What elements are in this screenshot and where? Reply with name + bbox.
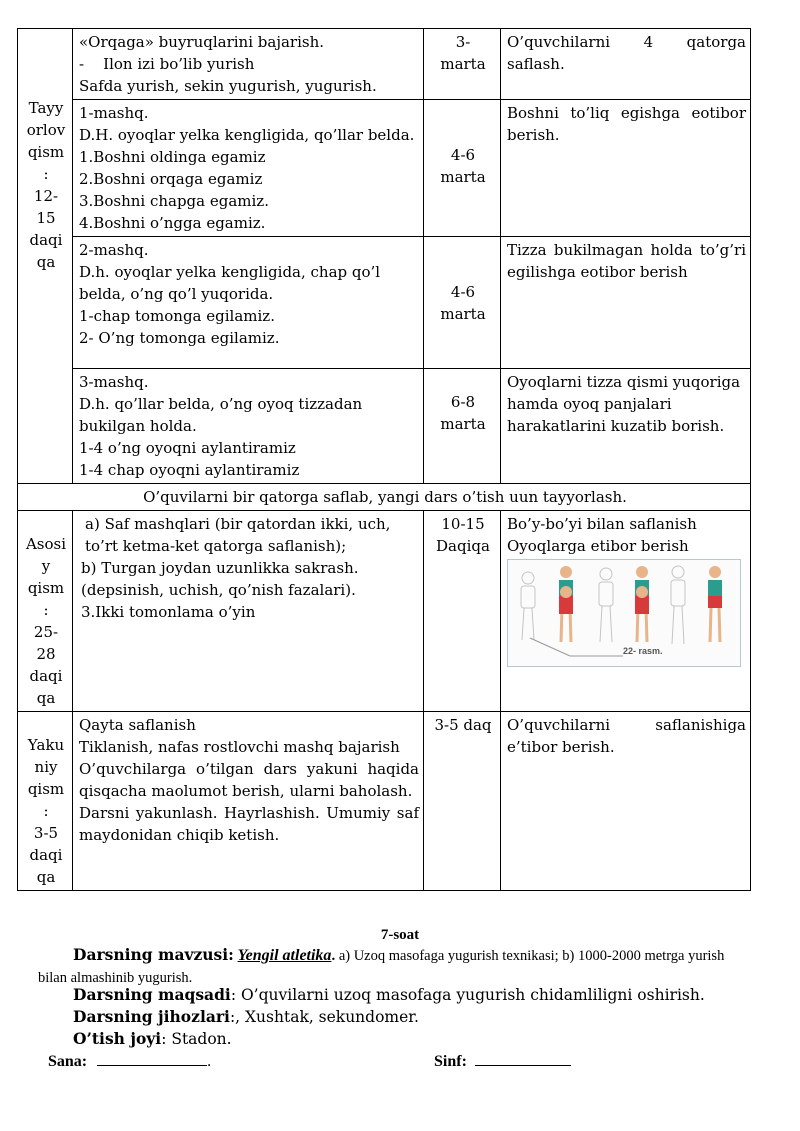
table-row (18, 369, 751, 484)
mavzu-label: Darsning mavzusi: (73, 945, 234, 964)
exercise-note: Tizza bukilmagan holda to’g’ri egilishga eotibor berish (501, 237, 751, 369)
exercise-content: 1-mashq. D.H. oyoqlar yelka kengligida, qo’llar belda. 1.Boshni oldinga egamiz 2.Boshni orqaga egamiz 3.Boshni chapga egamiz. 4.Boshni o’ngga egamiz. (73, 100, 424, 237)
table-row (18, 100, 751, 237)
exercise-dosage: 3- marta (424, 29, 501, 100)
exercise-note: O’quvchilarni saflanishiga e’tibor berish. (501, 712, 751, 891)
lesson-number: 7-soat (380, 927, 420, 943)
exercise-content: Qayta saflanish Tiklanish, nafas rostlovchi mashq bajarish O’quvchilarga o’tilgan dars yakuni haqida qisqacha maolumot berish, ularni baholash. Darsni yakunlash. Hayrlashish. Umumiy saf maydonidan chiqib ketish. (73, 712, 424, 891)
exercise-content: 3-mashq. D.h. qo’llar belda, o’ng oyoq tizzadan bukilgan holda. 1-4 o’ng oyoqni aylantiramiz 1-4 chap oyoqni aylantiramiz (73, 369, 424, 484)
class-field: Sinf: (434, 1051, 571, 1071)
figure-caption: 22- rasm. (623, 646, 663, 656)
exercise-dosage: 10-15 Daqiqa (424, 511, 501, 712)
exercise-content: «Orqaga» buyruqlarini bajarish. - Ilon izi bo’lib yurish Safda yurish, sekin yugurish, yugurish. (73, 29, 424, 100)
exercise-dosage: 3-5 daq (424, 712, 501, 891)
mavzu-text: a) Uzoq masofaga yugurish texnikasi; b) 1000-2000 metrga yurish bilan almashinib yugurish. (38, 948, 725, 986)
lesson-goal: Darsning maqsadi: O’quvilarni uzoq masofaga yugurish chidamliligni oshirish. (73, 985, 705, 1004)
transition-row: O’quvilarni bir qatorga saflab, yangi dars o’tish uun tayyorlash. (18, 484, 751, 511)
mavzu-topic: Yengil atletika (237, 947, 332, 964)
exercise-note: Bo’y-bo’yi bilan saflanish Oyoqlarga etibor berish 22- rasm. (501, 511, 751, 712)
table-row (18, 511, 751, 712)
exercise-note: Boshni to’liq egishga eotibor berish. (501, 100, 751, 237)
date-field: Sana: . (48, 1053, 212, 1070)
class-blank[interactable] (475, 1051, 571, 1066)
lesson-plan-table (17, 28, 751, 891)
table-row (18, 712, 751, 891)
exercise-content: 2-mashq. D.h. oyoqlar yelka kengligida, chap qo’l belda, o’ng qo’l yuqorida. 1-chap tomonga egilamiz. 2- O’ng tomonga egilamiz. (73, 237, 424, 369)
exercise-dosage: 4-6 marta (424, 100, 501, 237)
lesson-place: O’tish joyi: Stadon. (73, 1029, 232, 1048)
lesson-topic: Darsning mavzusi: Yengil atletika. a) Uzoq masofaga yugurish texnikasi; b) 1000-2000 metrga yurish bilan almashinib yugurish. (38, 945, 725, 986)
table-row (18, 484, 751, 511)
date-blank[interactable] (97, 1051, 207, 1066)
exercise-content: a) Saf mashqlari (bir qatordan ikki, uch, to’rt ketma-ket qatorga saflanish); b) Turgan joydan uzunlikka sakrash. (depsinish, uchish, qo’nish fazalari). 3.Ikki tomonlama o’yin (73, 511, 424, 712)
lesson-equipment: Darsning jihozlari:, Xushtak, sekundomer. (73, 1007, 419, 1026)
section-tayyorlov: Tayy orlov qism : 12- 15 daqi qa (18, 29, 73, 484)
saflanish-figure (507, 559, 741, 667)
exercise-dosage: 6-8 marta (424, 369, 501, 484)
section-yakuniy: Yaku niy qism : 3-5 daqi qa (18, 712, 73, 891)
table-row (18, 29, 751, 100)
exercise-note: O’quvchilarni 4 qatorga saflash. (501, 29, 751, 100)
exercise-note: Oyoqlarni tizza qismi yuqoriga hamda oyoq panjalari harakatlarini kuzatib borish. (501, 369, 751, 484)
exercise-dosage: 4-6 marta (424, 237, 501, 369)
section-asosiy: Asosi y qism : 25- 28 daqi qa (18, 511, 73, 712)
table-row (18, 237, 751, 369)
